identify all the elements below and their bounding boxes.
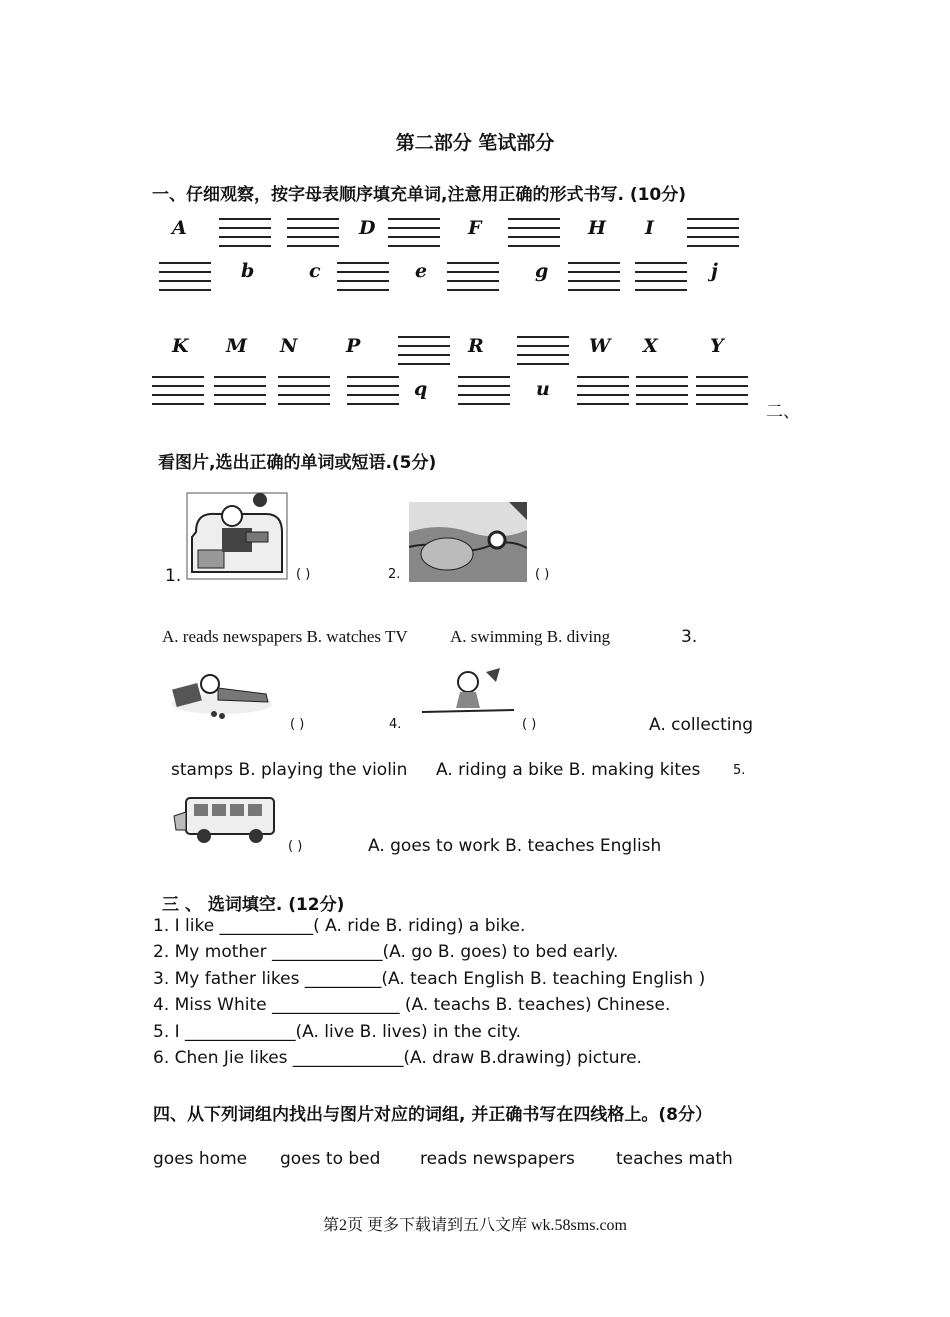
section3-heading: 三 、 选词填空. (12分) [162, 895, 345, 915]
fill-in-item[interactable]: 4. Miss White _______________ (A. teachs B. teaches) Chinese. [153, 995, 671, 1015]
section4-heading: 四、从下列词组内找出与图片对应的词组, 并正确书写在四线格上。(8分） [153, 1105, 712, 1125]
answer-blank[interactable]: ( ) [535, 567, 550, 582]
fill-in-item[interactable]: 6. Chen Jie likes _____________(A. draw B.drawing) picture. [153, 1048, 642, 1068]
letter: I [645, 217, 654, 239]
letter: R [468, 335, 484, 357]
phrase: reads newspapers [420, 1149, 575, 1169]
letter: H [588, 217, 606, 239]
letter: W [589, 335, 611, 357]
options-q5: A. goes to work B. teaches English [368, 836, 662, 856]
four-line-grid[interactable] [388, 216, 440, 248]
phrase: teaches math [616, 1149, 733, 1169]
question-number: 4. [389, 717, 402, 732]
question-number: 3. [681, 627, 698, 647]
fill-in-item[interactable]: 5. I _____________(A. live B. lives) in the city. [153, 1022, 521, 1042]
four-line-grid[interactable] [347, 374, 399, 406]
four-line-grid[interactable] [508, 216, 560, 248]
letter: M [226, 335, 248, 357]
four-line-grid[interactable] [152, 374, 204, 406]
four-line-grid[interactable] [337, 260, 389, 292]
options-q3-part2: stamps B. playing the violin [171, 760, 408, 780]
four-line-grid[interactable] [159, 260, 211, 292]
four-line-grid[interactable] [577, 374, 629, 406]
letter: X [643, 335, 658, 357]
four-line-grid[interactable] [278, 374, 330, 406]
letter: Y [710, 335, 724, 357]
question-number: 1. [165, 566, 182, 586]
answer-blank[interactable]: ( ) [288, 839, 303, 854]
answer-blank[interactable]: ( ) [522, 717, 537, 732]
section2-number: 二、 [766, 402, 800, 422]
letter: j [711, 260, 718, 282]
four-line-grid[interactable] [517, 334, 569, 366]
letter: e [415, 260, 428, 282]
letter: F [468, 217, 482, 239]
options-q2: A. swimming B. diving [450, 627, 611, 646]
letter: D [359, 217, 376, 239]
letter: N [280, 335, 298, 357]
four-line-grid[interactable] [635, 260, 687, 292]
answer-blank[interactable]: ( ) [290, 717, 305, 732]
four-line-grid[interactable] [458, 374, 510, 406]
making-kites-picture [420, 664, 516, 722]
letter: u [536, 378, 550, 400]
collecting-stamps-picture [170, 664, 274, 720]
options-q3-part1: A. collecting [649, 715, 754, 735]
bus-picture [172, 786, 278, 848]
four-line-grid[interactable] [568, 260, 620, 292]
four-line-grid[interactable] [219, 216, 271, 248]
letter: c [309, 260, 321, 282]
options-q1: A. reads newspapers B. watches TV [162, 627, 408, 646]
page-title: 第二部分 笔试部分 [395, 132, 555, 154]
fill-in-item[interactable]: 3. My father likes _________(A. teach English B. teaching English ) [153, 969, 706, 989]
letter: A [172, 217, 187, 239]
letter: g [535, 260, 549, 282]
question-number: 5. [733, 763, 746, 778]
four-line-grid[interactable] [447, 260, 499, 292]
four-line-grid[interactable] [214, 374, 266, 406]
answer-blank[interactable]: ( ) [296, 567, 311, 582]
letter: P [346, 335, 361, 357]
section1-heading: 一、仔细观察，按字母表顺序填充单词,注意用正确的形式书写. (10分) [152, 185, 687, 205]
reading-newspaper-picture [186, 492, 288, 580]
page-footer: 第2页 更多下载请到五八文库 wk.58sms.com [322, 1217, 627, 1234]
four-line-grid[interactable] [696, 374, 748, 406]
four-line-grid[interactable] [398, 334, 450, 366]
letter: K [172, 335, 189, 357]
fill-in-item[interactable]: 2. My mother _____________(A. go B. goes) to bed early. [153, 942, 619, 962]
four-line-grid[interactable] [687, 216, 739, 248]
options-q4: A. riding a bike B. making kites [436, 760, 701, 780]
four-line-grid[interactable] [636, 374, 688, 406]
swimming-picture [409, 502, 527, 582]
fill-in-item[interactable]: 1. I like ___________( A. ride B. riding) a bike. [153, 916, 526, 936]
letter: q [414, 378, 428, 400]
question-number: 2. [388, 567, 401, 582]
phrase: goes to bed [280, 1149, 381, 1169]
section2-heading: 看图片,选出正确的单词或短语.(5分) [158, 453, 437, 473]
phrase: goes home [153, 1149, 248, 1169]
four-line-grid[interactable] [287, 216, 339, 248]
letter: b [241, 260, 255, 282]
